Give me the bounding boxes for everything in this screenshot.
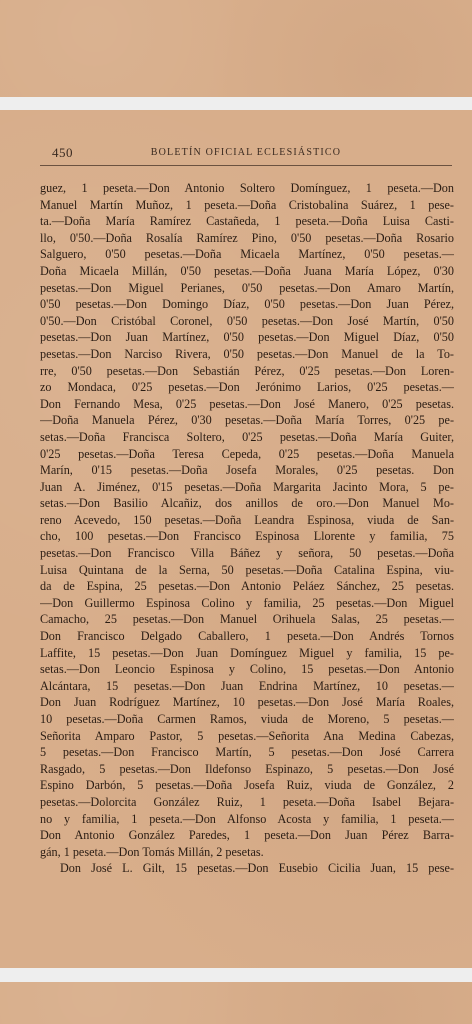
text-line: Camacho, 25 pesetas.—Don Manuel Orihuela Salas, 25 pesetas.—: [40, 612, 454, 627]
text-line: Rasgado, 5 pesetas.—Don Ildefonso Espinazo, 5 pesetas.—Don José: [40, 761, 454, 776]
text-line: Manuel Martín Muñoz, 1 peseta.—Doña Cristobalina Suárez, 1 pese-: [40, 197, 454, 212]
page-number: 450: [52, 145, 73, 160]
text-line: pesetas.—Don Miguel Perianes, 0'50 pesetas.—Don Amaro Martín,: [40, 280, 454, 295]
text-line: Don Francisco Delgado Caballero, 1 peseta.—Don Andrés Tornos: [40, 629, 454, 644]
previous-page: [0, 0, 472, 97]
text-line: 5 pesetas.—Don Francisco Martín, 5 pesetas.—Don José Carrera: [40, 745, 454, 760]
text-line: no y familia, 1 peseta.—Don Alfonso Acosta y familia, 1 peseta.—: [40, 811, 454, 826]
running-head: [40, 145, 452, 165]
text-line: 10 pesetas.—Doña Carmen Ramos, viuda de Moreno, 5 pesetas.—: [40, 712, 454, 726]
next-page: [0, 982, 472, 1024]
text-line: —Don Guillermo Espinosa Colino y familia, 25 pesetas.—Don Miguel: [40, 595, 454, 610]
text-line: da de Espina, 25 pesetas.—Don Antonio Peláez Sánchez, 25 pesetas.: [40, 579, 454, 594]
text-line: Alcántara, 15 pesetas.—Don Juan Endrina Martínez, 10 pesetas.—: [40, 678, 454, 693]
text-line: Espino Darbón, 5 pesetas.—Doña Josefa Ruiz, viuda de González, 2: [40, 778, 454, 793]
text-line: pesetas.—Don Francisco Villa Báñez y señora, 50 pesetas.—Doña: [40, 546, 454, 561]
page-gap: [0, 97, 472, 110]
body-text: [40, 180, 454, 877]
text-line: Marín, 0'15 pesetas.—Doña Josefa Morales, 0'25 pesetas. Don: [40, 463, 454, 478]
text-line: —Doña Manuela Pérez, 0'30 pesetas.—Doña María Torres, 0'25 pe-: [40, 413, 454, 428]
text-line: pesetas.—Don Narciso Rivera, 0'50 pesetas.—Don Manuel de la To-: [40, 346, 454, 361]
text-line: pesetas.—Dolorcita González Ruiz, 1 peseta.—Doña Isabel Bejara-: [40, 794, 454, 809]
text-line: Don Antonio González Paredes, 1 peseta.—Don Juan Pérez Barra-: [40, 828, 454, 843]
text-line: ta.—Doña María Ramírez Castañeda, 1 peseta.—Doña Luisa Casti-: [40, 214, 454, 229]
text-line: llo, 0'50.—Doña Rosalía Ramírez Pino, 0'50 pesetas.—Doña Rosario: [40, 230, 454, 245]
text-line: 0'50.—Don Cristóbal Coronel, 0'50 pesetas.—Don José Martín, 0'50: [40, 313, 454, 328]
text-line: 0'25 pesetas.—Doña Teresa Cepeda, 0'25 pesetas.—Doña Manuela: [40, 446, 454, 461]
text-line: setas.—Don Leoncio Espinosa y Colino, 15 pesetas.—Don Antonio: [40, 662, 454, 677]
text-line: rre, 0'50 pesetas.—Don Sebastián Pérez, 0'25 pesetas.—Don Loren-: [40, 363, 454, 378]
text-line: Salguero, 0'50 pesetas.—Doña Micaela Martínez, 0'50 pesetas.—: [40, 247, 454, 262]
text-line: Señorita Amparo Pastor, 5 pesetas.—Señorita Ana Medina Cabezas,: [40, 728, 454, 743]
text-line: Juan A. Jiménez, 0'15 pesetas.—Doña Margarita Jacinto Mora, 5 pe-: [40, 479, 454, 494]
page-gap: [0, 968, 472, 982]
text-line: pesetas.—Don Juan Martínez, 0'50 pesetas.—Don Miguel Díaz, 0'50: [40, 330, 454, 345]
text-line: Don José L. Gilt, 15 pesetas.—Don Eusebio Cicilia Juan, 15 pese-: [60, 861, 454, 876]
text-line: Don Fernando Mesa, 0'25 pesetas.—Don José Manero, 0'25 pesetas.: [40, 396, 454, 411]
text-line: reno Acevedo, 150 pesetas.—Doña Leandra Espinosa, viuda de San-: [40, 512, 454, 527]
journal-title: BOLETÍN OFICIAL ECLESIÁSTICO: [150, 147, 342, 158]
text-line: setas.—Don Basilio Alcañiz, dos anillos de oro.—Don Manuel Mo-: [40, 496, 454, 511]
text-line: 0'50 pesetas.—Don Domingo Díaz, 0'50 pesetas.—Don Juan Pérez,: [40, 297, 454, 312]
text-line: Don Juan Rodríguez Martínez, 10 pesetas.—Don José María Roales,: [40, 695, 454, 710]
text-line: Luisa Quintana de la Serna, 50 pesetas.—Doña Catalina Espina, viu-: [40, 562, 454, 577]
text-line: cho, 100 pesetas.—Don Francisco Espinosa Llorente y familia, 75: [40, 529, 454, 544]
header-rule: [40, 165, 452, 166]
text-line: gán, 1 peseta.—Don Tomás Millán, 2 pesetas.: [40, 844, 264, 859]
text-line: guez, 1 peseta.—Don Antonio Soltero Domínguez, 1 peseta.—Don: [40, 181, 454, 195]
text-line: zo Mondaca, 0'25 pesetas.—Don Jerónimo Larios, 0'25 pesetas.—: [40, 380, 454, 395]
text-line: Laffite, 15 pesetas.—Don Juan Domínguez Miguel y familia, 15 pe-: [40, 645, 454, 660]
text-line: Doña Micaela Millán, 0'50 pesetas.—Doña Juana María López, 0'30: [40, 263, 454, 278]
text-line: setas.—Doña Francisca Soltero, 0'25 pesetas.—Doña María Guiter,: [40, 429, 454, 444]
